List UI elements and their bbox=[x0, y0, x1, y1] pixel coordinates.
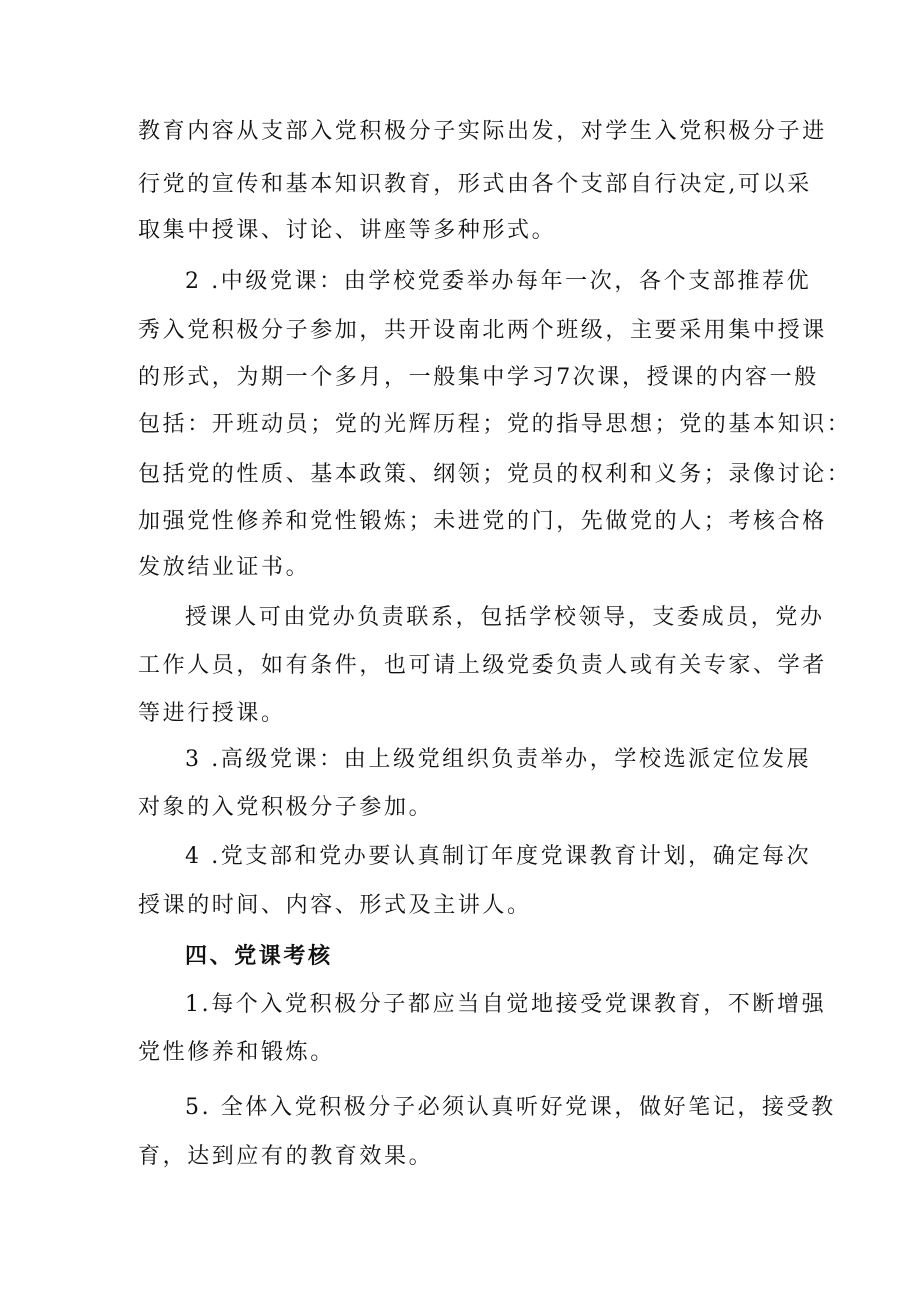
paragraph-line: 4 .党支部和党办要认真制订年度党课教育计划，确定每次 bbox=[185, 844, 812, 869]
paragraph-line: 行党的宣传和基本知识教育，形式由各个支部自行决定,可以采 bbox=[138, 172, 812, 197]
paragraph-line: 包括：开班动员；党的光辉历程；党的指导思想；党的基本知识： bbox=[138, 412, 852, 437]
paragraph-line: 的形式，为期一个多月，一般集中学习7次课，授课的内容一般 bbox=[138, 365, 819, 390]
paragraph-line: 党性修养和锻炼。 bbox=[138, 1040, 335, 1065]
paragraph-line: 2 .中级党课：由学校党委举办每年一次，各个支部推荐优 bbox=[185, 269, 812, 294]
paragraph-line: 工作人员，如有条件，也可请上级党委负责人或有关专家、学者 bbox=[138, 653, 827, 678]
paragraph-line: 等进行授课。 bbox=[138, 701, 286, 726]
paragraph-line: 秀入党积极分子参加，共开设南北两个班级，主要采用集中授课 bbox=[138, 318, 827, 343]
paragraph-line: 3 .高级党课：由上级党组织负责举办，学校选派定位发展 bbox=[185, 747, 812, 772]
paragraph-line: 1.每个入党积极分子都应当自觉地接受党课教育，不断增强 bbox=[185, 992, 827, 1017]
paragraph-line: 加强党性修养和党性锻炼；未进党的门，先做党的人；考核合格 bbox=[138, 509, 827, 534]
paragraph-line: 对象的入党积极分子参加。 bbox=[138, 795, 434, 820]
paragraph-line: 包括党的性质、基本政策、纲领；党员的权利和义务；录像讨论： bbox=[138, 462, 852, 487]
paragraph-line: 育，达到应有的教育效果。 bbox=[138, 1144, 434, 1169]
paragraph-line: 授课人可由党办负责联系，包括学校领导，支委成员，党办 bbox=[185, 605, 825, 630]
paragraph-line: 取集中授课、讨论、讲座等多种形式。 bbox=[138, 218, 557, 243]
paragraph-line: 教育内容从支部入党积极分子实际出发，对学生入党积极分子进 bbox=[138, 119, 827, 144]
paragraph-line: 5. 全体入党积极分子必须认真听好党课，做好笔记，接受教 bbox=[185, 1095, 836, 1120]
paragraph-line: 发放结业证书。 bbox=[138, 555, 311, 580]
section-heading: 四、党课考核 bbox=[185, 943, 333, 969]
paragraph-line: 授课的时间、内容、形式及主讲人。 bbox=[138, 893, 532, 918]
